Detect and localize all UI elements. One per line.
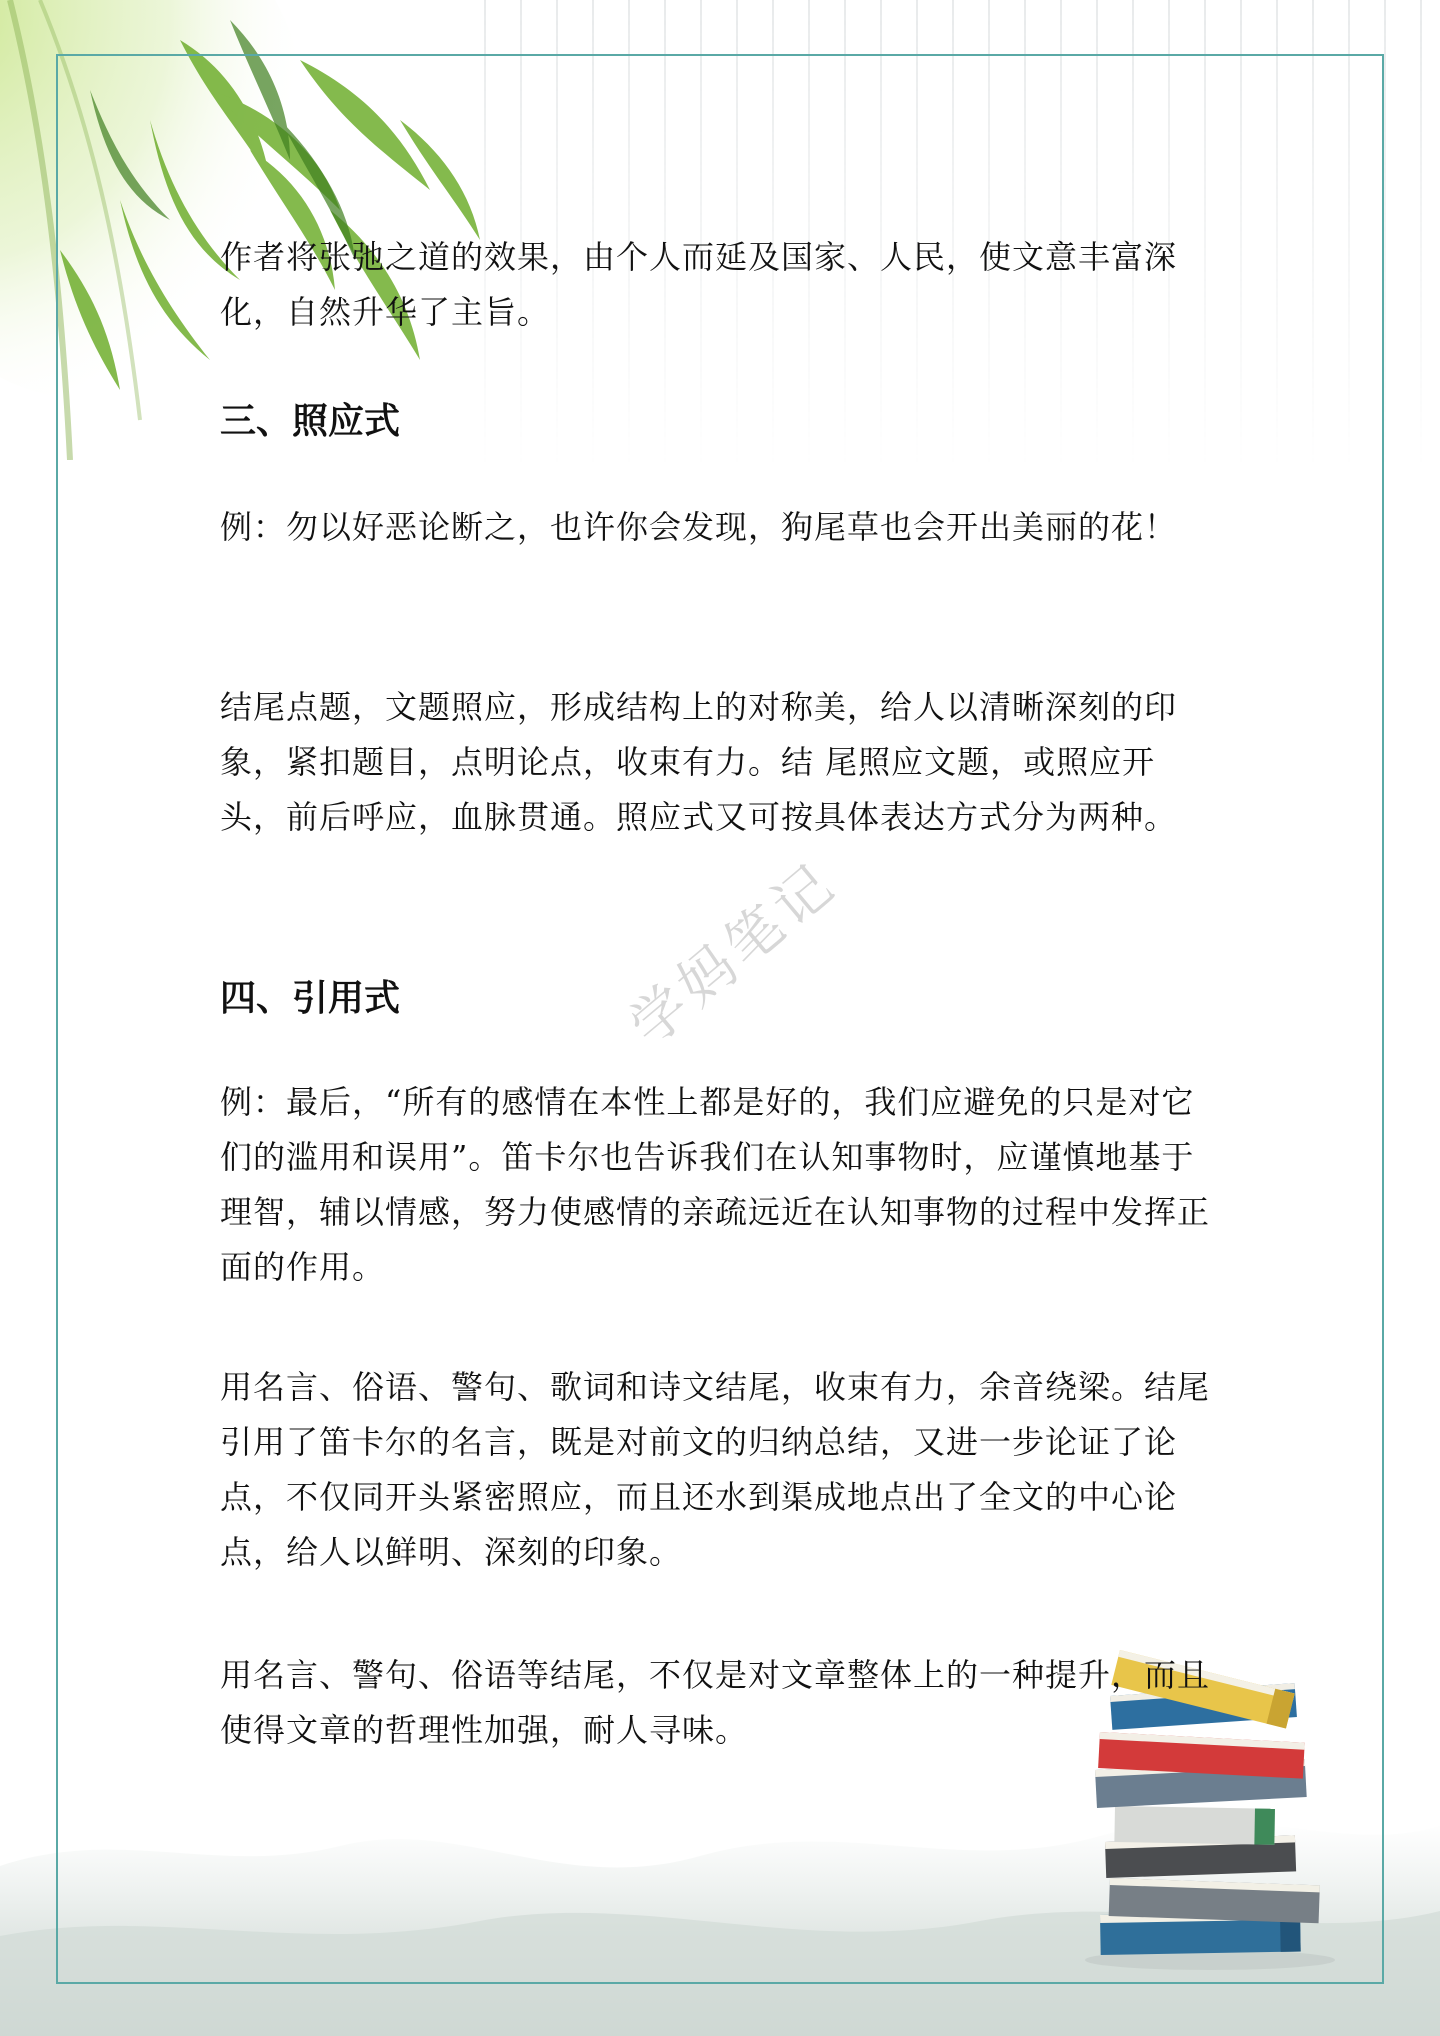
- paragraph-example-1: 例：勿以好恶论断之，也许你会发现，狗尾草也会开出美丽的花！: [220, 508, 1178, 546]
- section-heading-3: 三、照应式: [220, 401, 401, 442]
- paragraph-explanation-3: 用名言、警句、俗语等结尾，不仅是对文章整体上的一种提升，而且使得文章的哲理性加强，耐人寻味。: [220, 1656, 1211, 1749]
- watermark: 学妈笔记: [617, 849, 850, 1059]
- paragraph-explanation-2: 用名言、俗语、警句、歌词和诗文结尾，收束有力，余音绕梁。结尾引用了笛卡尔的名言，既是对前文的归纳总结，又进一步论证了论点，不仅同开头紧密照应，而且还水到渠成地点出了全文的中心论点，给人以鲜明、深刻的印象。: [220, 1368, 1211, 1571]
- paragraph-example-2: 例：最后，“所有的感情在本性上都是好的，我们应避免的只是对它们的滥用和误用”。笛卡尔也告诉我们在认知事物时，应谨慎地基于理智，辅以情感，努力使感情的亲疏远近在认知事物的过程中发挥正面的作用。: [220, 1083, 1211, 1286]
- paragraph-explanation-1: 结尾点题，文题照应，形成结构上的对称美，给人以清晰深刻的印象，紧扣题目，点明论点，收束有力。结 尾照应文题，或照应开头，前后呼应，血脉贯通。照应式又可按具体表达方式分为两种。: [220, 688, 1178, 836]
- paragraph-intro: 作者将张弛之道的效果，由个人而延及国家、人民，使文意丰富深化，自然升华了主旨。: [220, 238, 1178, 331]
- section-heading-4: 四、引用式: [220, 978, 401, 1019]
